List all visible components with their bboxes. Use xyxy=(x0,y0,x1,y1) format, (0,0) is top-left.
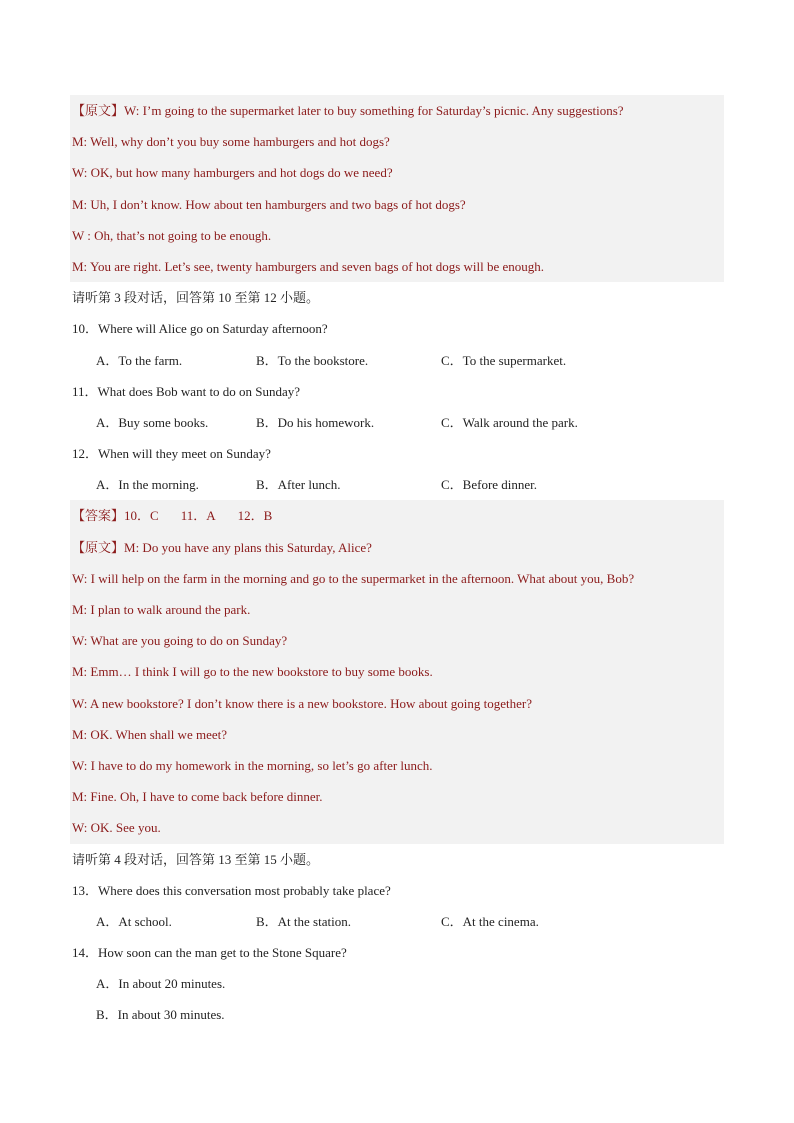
transcript-line: W: A new bookstore? I don’t know there is a new bookstore. How about going together? xyxy=(70,688,724,719)
transcript-line: M: You are right. Let’s see, twenty hamburgers and seven bags of hot dogs will be enough. xyxy=(70,251,724,282)
question-text: 10．Where will Alice go on Saturday afternoon? xyxy=(72,321,328,337)
answer-item: 10．C xyxy=(124,508,159,524)
option-b: B．In about 30 minutes. xyxy=(96,1007,225,1023)
question-options xyxy=(70,469,724,500)
answer-item: 12．B xyxy=(237,508,273,524)
transcript-line: M: OK. When shall we meet? xyxy=(70,719,724,750)
transcript-tag: 【原文】 xyxy=(72,103,125,118)
question-text: 11．What does Bob want to do on Sunday? xyxy=(72,383,301,399)
answer-item: 11．A xyxy=(180,508,216,524)
option-a: A．Buy some books. xyxy=(96,414,209,430)
option-a: A．At school. xyxy=(96,913,172,929)
option-c: C．To the supermarket. xyxy=(441,352,567,368)
transcript-line: W: I have to do my homework in the morning, so let’s go after lunch. xyxy=(70,750,724,781)
transcript-line: M: Emm… I think I will go to the new bookstore to buy some books. xyxy=(70,656,724,687)
section-instruction: 请听第 3 段对话，回答第 10 至第 12 小题。 xyxy=(72,290,320,306)
transcript-text: M: Do you have any plans this Saturday, Alice? xyxy=(124,539,372,555)
transcript-line: W: OK. See you. xyxy=(70,812,724,843)
question-text: 12．When will they meet on Sunday? xyxy=(72,446,271,462)
transcript-line: W: What are you going to do on Sunday? xyxy=(70,625,724,656)
transcript-line: M: Fine. Oh, I have to come back before dinner. xyxy=(70,781,724,812)
option-b: B．After lunch. xyxy=(256,477,341,493)
document-content xyxy=(70,95,724,1031)
option-b: B．Do his homework. xyxy=(256,414,375,430)
option-a: A．In about 20 minutes. xyxy=(96,976,226,992)
answer-line xyxy=(70,500,724,531)
question-options xyxy=(70,345,724,376)
transcript-line xyxy=(70,95,724,126)
question-text: 14．How soon can the man get to the Stone Square? xyxy=(72,945,347,961)
option-b: B．At the station. xyxy=(256,913,351,929)
answer-tag: 【答案】 xyxy=(72,508,125,524)
question-options xyxy=(70,407,724,438)
question-options xyxy=(70,968,724,999)
transcript-line: M: I plan to walk around the park. xyxy=(70,594,724,625)
option-c: C．Before dinner. xyxy=(441,477,538,493)
option-c: C．At the cinema. xyxy=(441,913,539,929)
question-options xyxy=(70,906,724,937)
question-text: 13．Where does this conversation most probably take place? xyxy=(72,882,391,898)
option-b: B．To the bookstore. xyxy=(256,352,369,368)
transcript-line: M: Well, why don’t you buy some hamburgers and hot dogs? xyxy=(70,126,724,157)
transcript-text: W: I’m going to the supermarket later to buy something for Saturday’s picnic. Any suggestions? xyxy=(124,103,624,118)
transcript-line: W : Oh, that’s not going to be enough. xyxy=(70,220,724,251)
transcript-line: W: OK, but how many hamburgers and hot dogs do we need? xyxy=(70,157,724,188)
section-instruction: 请听第 4 段对话，回答第 13 至第 15 小题。 xyxy=(72,851,320,867)
transcript-line: W: I will help on the farm in the morning and go to the supermarket in the afternoon. What about you, Bob? xyxy=(70,563,724,594)
transcript-line: M: Uh, I don’t know. How about ten hamburgers and two bags of hot dogs? xyxy=(70,189,724,220)
transcript-tag: 【原文】 xyxy=(72,539,125,555)
option-a: A．To the farm. xyxy=(96,352,183,368)
option-a: A．In the morning. xyxy=(96,477,199,493)
transcript-line xyxy=(70,532,724,563)
option-c: C．Walk around the park. xyxy=(441,414,578,430)
question-options xyxy=(70,999,724,1030)
